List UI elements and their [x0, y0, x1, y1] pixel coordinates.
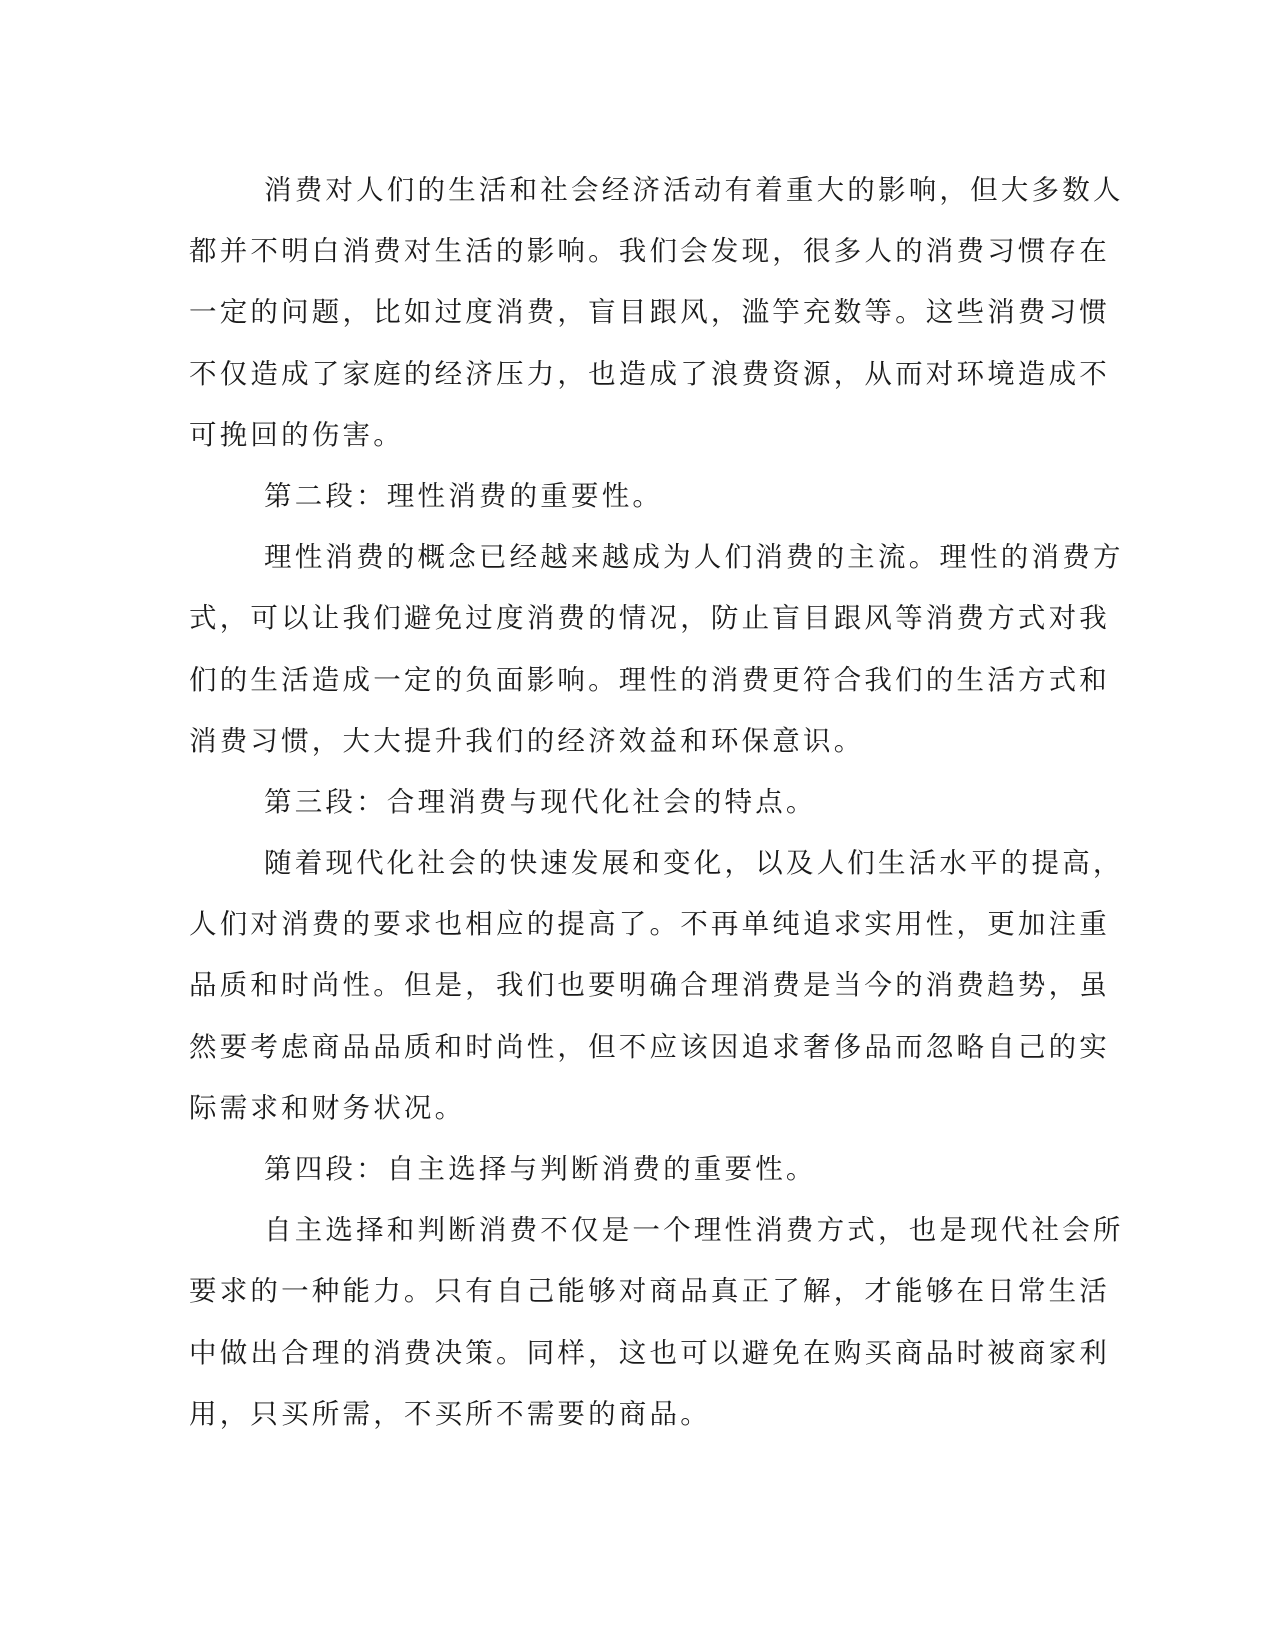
paragraph-intro [189, 160, 1124, 466]
text-line: 然要考虑商品品质和时尚性，但不应该因追求奢侈品而忽略自己的实 [189, 1030, 1110, 1063]
text-line: 人们对消费的要求也相应的提高了。不再单纯追求实用性，更加注重 [189, 908, 1110, 941]
paragraph-rational-consumption [189, 527, 1124, 772]
text-line: 们的生活造成一定的负面影响。理性的消费更符合我们的生活方式和 [189, 663, 1110, 696]
text-line: 都并不明白消费对生活的影响。我们会发现，很多人的消费习惯存在 [189, 235, 1110, 268]
heading-line: 第四段：自主选择与判断消费的重要性。 [264, 1153, 817, 1185]
section-heading-2 [189, 466, 1069, 527]
text-line: 品质和时尚性。但是，我们也要明确合理消费是当今的消费趋势，虽 [189, 969, 1110, 1002]
text-line: 式，可以让我们避免过度消费的情况，防止盲目跟风等消费方式对我 [189, 602, 1110, 635]
text-line: 理性消费的概念已经越来越成为人们消费的主流。理性的消费方 [264, 541, 1124, 574]
text-line: 际需求和财务状况。 [189, 1091, 466, 1124]
text-line: 可挽回的伤害。 [189, 418, 404, 451]
text-line: 中做出合理的消费决策。同样，这也可以避免在购买商品时被商家利 [189, 1336, 1110, 1369]
text-line: 不仅造成了家庭的经济压力，也造成了浪费资源，从而对环境造成不 [189, 357, 1110, 390]
text-line: 随着现代化社会的快速发展和变化，以及人们生活水平的提高， [264, 847, 1124, 880]
text-line: 用，只买所需，不买所不需要的商品。 [189, 1397, 711, 1430]
text-line: 消费对人们的生活和社会经济活动有着重大的影响，但大多数人 [264, 174, 1124, 206]
heading-line: 第二段：理性消费的重要性。 [264, 479, 664, 512]
document-body [189, 160, 1124, 1445]
section-heading-4 [189, 1139, 1069, 1200]
paragraph-modern-society [189, 833, 1124, 1139]
text-line: 一定的问题，比如过度消费，盲目跟风，滥竽充数等。这些消费习惯 [189, 296, 1110, 329]
heading-line: 第三段：合理消费与现代化社会的特点。 [264, 785, 817, 818]
section-heading-3 [189, 772, 1069, 833]
text-line: 要求的一种能力。只有自己能够对商品真正了解，才能够在日常生活 [189, 1275, 1110, 1308]
text-line: 消费习惯，大大提升我们的经济效益和环保意识。 [189, 724, 865, 757]
paragraph-independent-choice [189, 1200, 1124, 1445]
text-line: 自主选择和判断消费不仅是一个理性消费方式，也是现代社会所 [264, 1214, 1124, 1247]
